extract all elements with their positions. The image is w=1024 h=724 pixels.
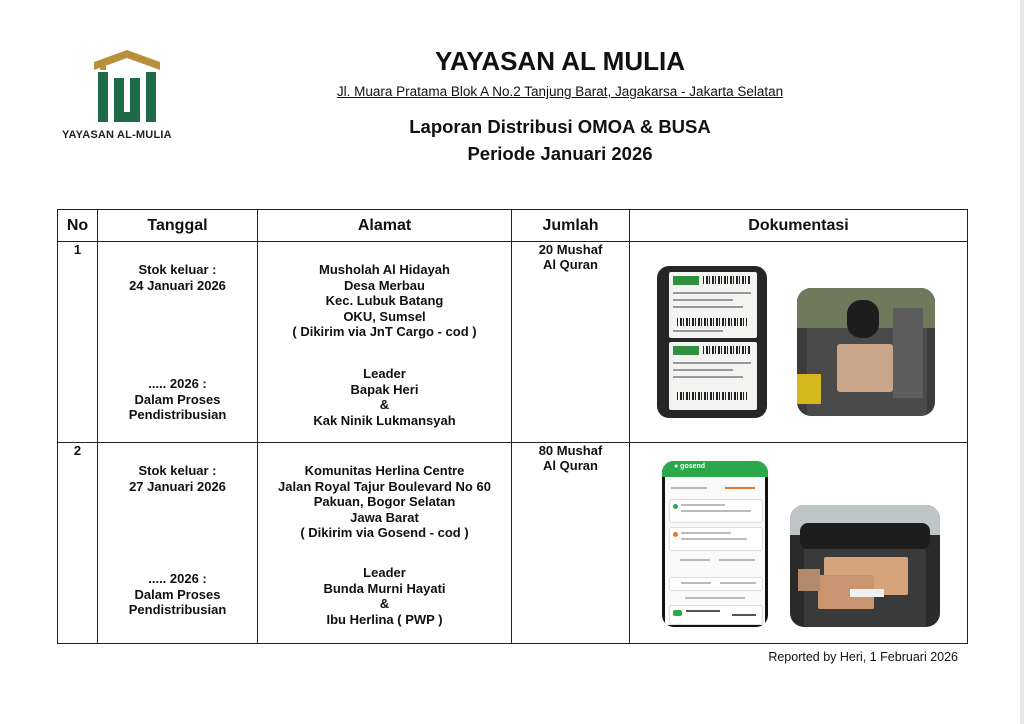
text-line: 27 Januari 2026	[129, 478, 226, 494]
recipient-address	[258, 262, 511, 340]
dokumentasi-cell	[630, 242, 968, 443]
recipient-address	[258, 463, 511, 541]
organization-name: YAYASAN AL MULIA	[435, 46, 685, 76]
text-line: ..... 2026 :	[148, 376, 207, 391]
text-line: Pendistribusian	[128, 407, 227, 422]
text-line: &	[379, 397, 390, 412]
logo-text: YAYASAN AL-MULIA	[62, 129, 172, 141]
text-line: ( Dikirim via Gosend - cod )	[300, 525, 469, 540]
text-line: 24 Januari 2026	[129, 277, 226, 293]
text-line: Jalan Royal Tajur Boulevard No 60	[278, 478, 491, 494]
text-line: Komunitas Herlina Centre	[304, 463, 465, 478]
text-line: 20 Mushaf	[538, 242, 603, 257]
text-line: Dalam Proses	[134, 391, 221, 407]
tanggal-cell	[98, 242, 258, 443]
distribution-status	[98, 376, 257, 423]
text-line: Al Quran	[543, 458, 598, 473]
reported-by-note: Reported by Heri, 1 Februari 2026	[768, 650, 958, 664]
organization-address: Jl. Muara Pratama Blok A No.2 Tanjung Barat, Jagakarsa - Jakarta Selatan	[336, 84, 784, 99]
stock-out-date	[98, 262, 257, 293]
text-line: Stok keluar :	[138, 463, 217, 478]
text-line: Bunda Murni Hayati	[323, 580, 446, 596]
table-header-row	[58, 210, 968, 242]
jumlah-cell	[512, 242, 630, 443]
column-header-alamat: Alamat	[258, 210, 512, 242]
car-trunk-photo	[790, 505, 940, 627]
text-line: Stok keluar :	[138, 262, 217, 277]
column-header-jumlah: Jumlah	[512, 210, 630, 242]
page-edge	[1020, 0, 1024, 724]
tanggal-cell	[98, 443, 258, 644]
text-line: Ibu Herlina ( PWP )	[326, 611, 443, 627]
column-header-dokumentasi: Dokumentasi	[630, 210, 968, 242]
yayasan-logo	[62, 48, 192, 148]
text-line: Musholah Al Hidayah	[319, 262, 450, 277]
report-title: Laporan Distribusi OMOA & BUSA	[409, 116, 711, 137]
text-line: Kec. Lubuk Batang	[325, 293, 444, 308]
alamat-cell	[258, 242, 512, 443]
gosend-screenshot-photo: ● gosend	[662, 461, 768, 627]
table-row	[58, 443, 968, 644]
stock-out-date	[98, 463, 257, 494]
text-line: ( Dikirim via JnT Cargo - cod )	[292, 324, 477, 339]
report-period: Periode Januari 2026	[467, 143, 653, 164]
text-line: &	[379, 596, 390, 611]
column-header-tanggal: Tanggal	[98, 210, 258, 242]
text-line: Al Quran	[543, 257, 598, 272]
text-line: ..... 2026 :	[148, 571, 207, 586]
text-line: Kak Ninik Lukmansyah	[313, 412, 456, 428]
text-line: Jawa Barat	[350, 509, 419, 525]
text-line: Pendistribusian	[128, 602, 227, 617]
row-number: 1	[58, 242, 98, 443]
shipping-receipt-photo	[657, 266, 767, 418]
distribution-table	[57, 209, 968, 644]
text-line: 80 Mushaf	[538, 443, 603, 458]
row-number: 2	[58, 443, 98, 644]
text-line: Leader	[363, 565, 406, 580]
text-line: Bapak Heri	[350, 381, 419, 397]
text-line: Dalam Proses	[134, 586, 221, 602]
leader-info	[258, 366, 511, 428]
text-line: Pakuan, Bogor Selatan	[313, 494, 456, 509]
text-line: Desa Merbau	[344, 277, 425, 293]
text-line: Leader	[363, 366, 406, 381]
car-cargo-photo	[797, 288, 935, 416]
text-line: OKU, Sumsel	[343, 308, 426, 324]
table-row	[58, 242, 968, 443]
dokumentasi-cell	[630, 443, 968, 644]
leader-info	[258, 565, 511, 627]
logo-mark-icon	[92, 48, 162, 128]
column-header-no: No	[58, 210, 98, 242]
alamat-cell	[258, 443, 512, 644]
distribution-status	[98, 571, 257, 618]
jumlah-cell	[512, 443, 630, 644]
